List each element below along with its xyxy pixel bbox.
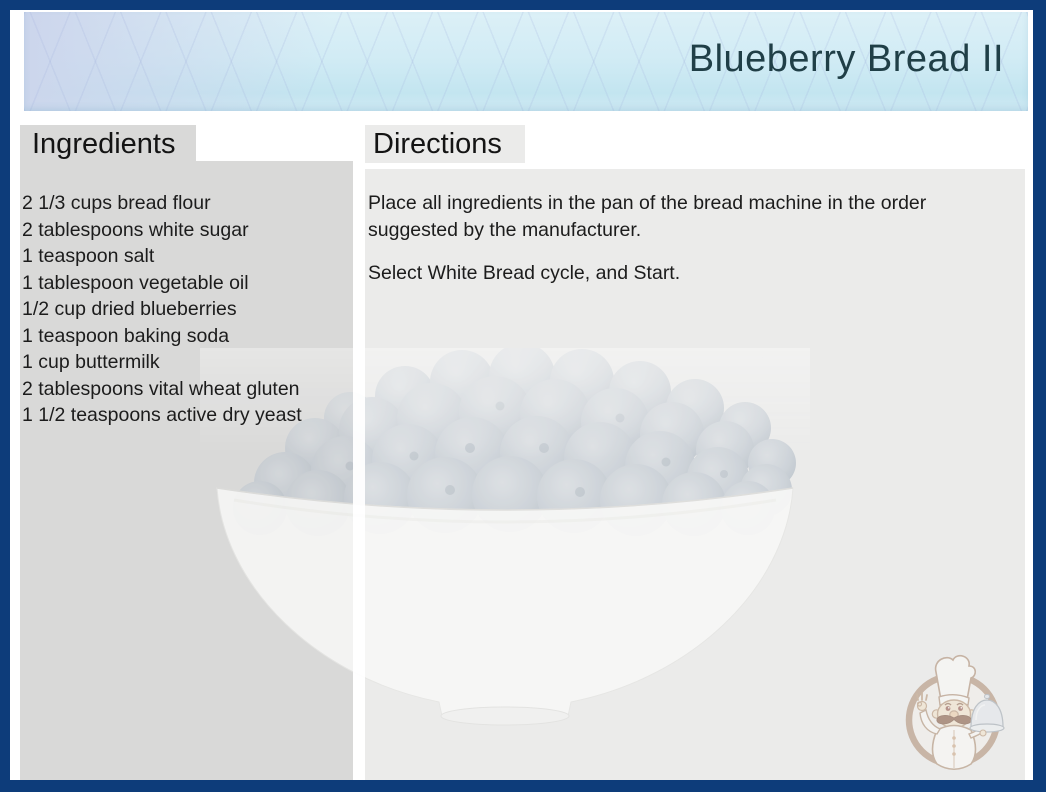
ingredient-item: 1 tablespoon vegetable oil	[22, 271, 249, 294]
ingredient-item: 2 tablespoons vital wheat gluten	[22, 377, 300, 400]
directions-paragraph: Select White Bread cycle, and Start.	[368, 262, 681, 284]
recipe-title: Blueberry Bread II	[688, 38, 1004, 80]
directions-heading	[365, 125, 525, 163]
chef-logo	[903, 650, 1007, 780]
ingredients-heading-label: Ingredients	[32, 127, 176, 160]
ingredients-heading	[20, 125, 196, 163]
ingredient-item: 1 teaspoon salt	[22, 245, 155, 267]
ingredients-list	[22, 190, 302, 429]
directions-paragraph: Place all ingredients in the pan of the bread machine in the order suggested by the manufacturer.	[368, 192, 927, 241]
ingredient-item: 1 1/2 teaspoons active dry yeast	[22, 404, 302, 426]
directions-text	[368, 190, 988, 304]
column-divider	[353, 125, 365, 780]
ingredient-item: 1 cup buttermilk	[22, 351, 160, 373]
ingredient-item: 2 tablespoons white sugar	[22, 218, 249, 241]
ingredient-item: 2 1/3 cups bread flour	[22, 192, 211, 214]
ingredient-item: 1/2 cup dried blueberries	[22, 298, 237, 320]
ingredient-item: 1 teaspoon baking soda	[22, 324, 230, 347]
directions-heading-label: Directions	[373, 127, 502, 160]
white-bowl	[217, 488, 793, 725]
recipe-header-banner	[24, 12, 1028, 111]
